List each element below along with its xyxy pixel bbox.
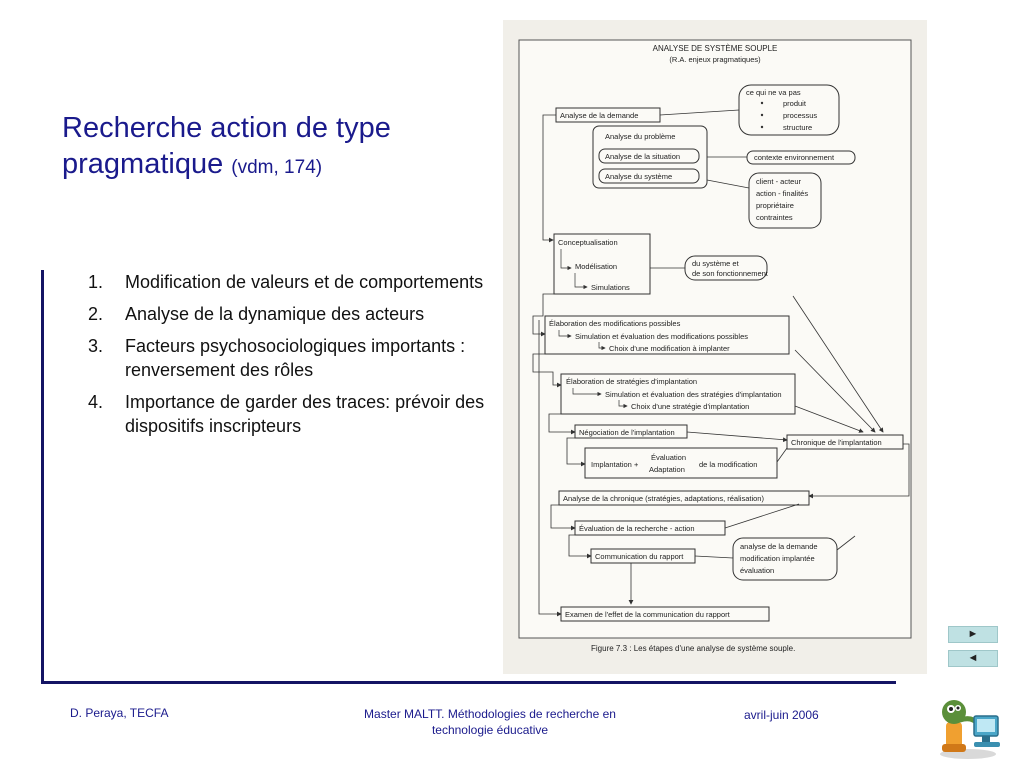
slide-title-reference: (vdm, 174) xyxy=(231,157,323,178)
svg-text:de son fonctionnement: de son fonctionnement xyxy=(692,269,768,278)
process-diagram xyxy=(503,20,927,674)
list-item: 4. Importance de garder des traces: prévoir des dispositifs inscripteurs xyxy=(88,392,485,436)
svg-text:Simulations: Simulations xyxy=(591,283,630,292)
vertical-accent-bar xyxy=(41,270,44,684)
svg-text:Évaluation: Évaluation xyxy=(651,453,687,462)
svg-text:Simulation et évaluation des m: Simulation et évaluation des modifications possibles xyxy=(575,332,749,341)
figure-header-line2: (R.A. enjeux pragmatiques) xyxy=(669,55,761,64)
list-item: 3. Facteurs psychosociologiques importants : renversement des rôles xyxy=(88,336,466,380)
svg-text:Évaluation de la recherche - a: Évaluation de la recherche - action xyxy=(579,524,695,533)
next-arrow-icon: ► xyxy=(967,628,979,640)
svg-text:client - acteur: client - acteur xyxy=(756,177,802,186)
svg-text:contraintes: contraintes xyxy=(756,213,793,222)
next-slide-button[interactable] xyxy=(948,626,998,643)
previous-slide-button[interactable] xyxy=(948,650,998,667)
horizontal-accent-bar xyxy=(41,681,896,684)
svg-text:Adaptation: Adaptation xyxy=(649,465,685,474)
problem-box-title: ce qui ne va pas xyxy=(746,88,801,97)
svg-text:produit: produit xyxy=(783,99,806,108)
figure-scan xyxy=(503,20,927,674)
svg-text:Conceptualisation: Conceptualisation xyxy=(558,238,618,247)
svg-text:Analyse du problème: Analyse du problème xyxy=(605,132,676,141)
list-item: 1. Modification de valeurs et de comportements xyxy=(88,272,484,292)
svg-text:Communication du rapport: Communication du rapport xyxy=(595,552,684,561)
svg-text:Examen de l'effet de la commun: Examen de l'effet de la communication du rapport xyxy=(565,610,730,619)
svg-text:Modélisation: Modélisation xyxy=(575,262,618,271)
svg-text:Négociation de l'implantation: Négociation de l'implantation xyxy=(579,428,675,437)
svg-text:Choix d'une stratégie d'implan: Choix d'une stratégie d'implantation xyxy=(631,402,750,411)
svg-text:modification implantée: modification implantée xyxy=(740,554,815,563)
list-item: 2. Analyse de la dynamique des acteurs xyxy=(88,304,425,324)
svg-text:Élaboration de stratégies d'im: Élaboration de stratégies d'implantation xyxy=(566,377,698,386)
figure-header-line1: ANALYSE DE SYSTÈME SOUPLE xyxy=(652,44,778,53)
svg-text:Analyse de la demande: Analyse de la demande xyxy=(560,111,639,120)
slide-title xyxy=(62,110,482,186)
figure-caption: Figure 7.3 : Les étapes d'une analyse de système souple. xyxy=(591,644,796,653)
footer-course-line2: technologie éducative xyxy=(431,723,549,737)
previous-arrow-icon: ◄ xyxy=(967,652,979,664)
footer-author: D. Peraya, TECFA xyxy=(70,706,169,720)
computer-user-mascot-icon xyxy=(932,688,1004,760)
footer-course xyxy=(330,706,650,738)
svg-text:analyse de la demande: analyse de la demande xyxy=(740,542,818,551)
svg-text:propriétaire: propriétaire xyxy=(756,201,794,210)
svg-text:structure: structure xyxy=(783,123,813,132)
svg-text:processus: processus xyxy=(783,111,818,120)
svg-text:Analyse du système: Analyse du système xyxy=(605,172,673,181)
svg-text:Analyse de la chronique (strat: Analyse de la chronique (stratégies, adaptations, réalisation) xyxy=(563,494,764,503)
svg-text:évaluation: évaluation xyxy=(740,566,775,575)
svg-text:Choix d'une modification à imp: Choix d'une modification à implanter xyxy=(609,344,730,353)
svg-text:Élaboration des modifications: Élaboration des modifications possibles xyxy=(549,319,681,328)
svg-text:Simulation et évaluation des s: Simulation et évaluation des stratégies d'implantation xyxy=(605,390,782,399)
svg-text:de la modification: de la modification xyxy=(699,460,758,469)
slide-title-main: Recherche action de type pragmatique xyxy=(62,112,391,180)
footer-date: avril-juin 2006 xyxy=(744,708,819,722)
svg-text:Chronique de l'implantation: Chronique de l'implantation xyxy=(791,438,882,447)
svg-text:action - finalités: action - finalités xyxy=(756,189,809,198)
svg-text:Implantation +: Implantation + xyxy=(591,460,639,469)
footer-course-line1: Master MALTT. Méthodologies de recherche en xyxy=(364,707,616,721)
key-points-list xyxy=(88,270,488,446)
svg-text:du système et: du système et xyxy=(692,259,739,268)
svg-text:Analyse de la situation: Analyse de la situation xyxy=(605,152,681,161)
svg-text:contexte environnement: contexte environnement xyxy=(754,153,835,162)
